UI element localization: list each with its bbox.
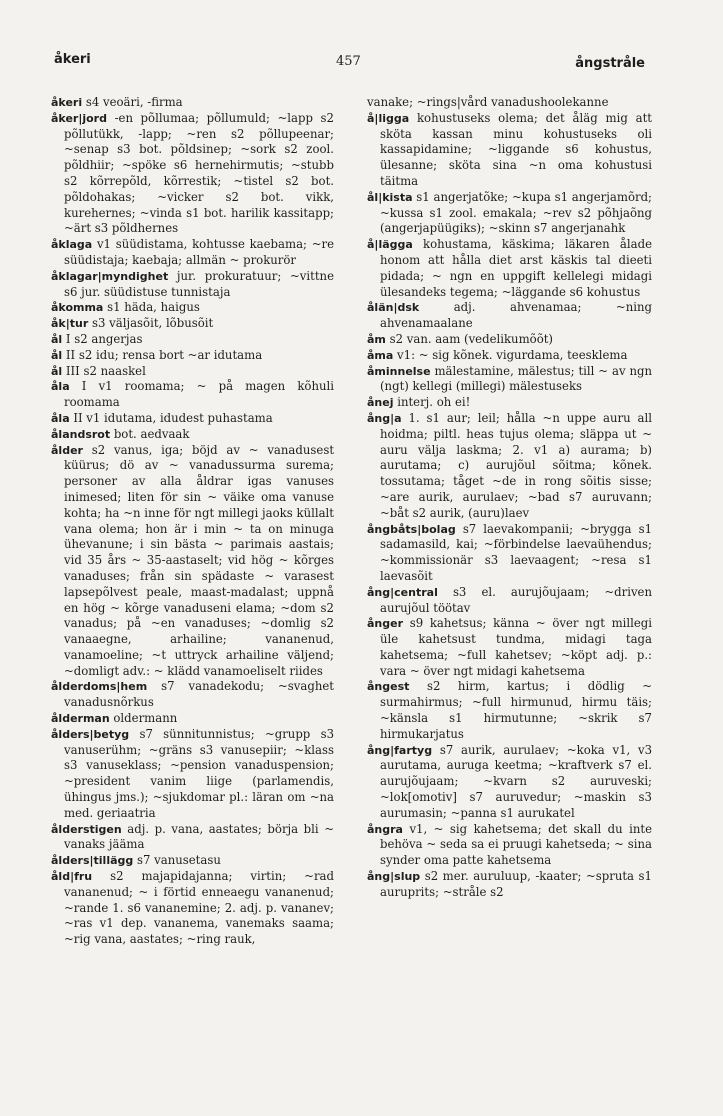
dictionary-entry: [51, 269, 334, 301]
headword: ål|kista: [367, 190, 413, 204]
dictionary-entry: [51, 411, 334, 427]
headword: åld|fru: [51, 870, 93, 884]
headword: ånej: [367, 396, 394, 410]
headword: åla: [51, 411, 70, 425]
definition: s9 kahetsus; känna ~ över ngt millegi üle kahetsust tundma, midagi taga kahetsema; ~full kahetsev; ~köpt adj. p.: vara ~ över ngt midagi kahetsema: [380, 616, 652, 678]
headword: ålders|betyg: [51, 727, 130, 741]
definition: s7 aurik, aurulaev; ~koka v1, v3 aurutama, auruga keetma; ~kraftverk s7 el. aurujõujaam; ~kvarn s2 auruveski; ~lok[omotiv] s7 auruvedur; ~maskin s3 aurumasin; ~panna s1 aurukatel: [380, 742, 653, 820]
definition: s2 hirm, kartus; i dödlig ~ surmahirmus; ~full hirmunud, hirmu täis; ~känsla s1 hirmutunne; ~skrik s7 hirmukarjatus: [380, 679, 652, 741]
definition: vanake; ~rings|vård vanadushoolekanne: [367, 95, 609, 109]
definition: s4 veoäri, -firma: [85, 95, 183, 109]
definition: kohustama, käskima; läkaren ålade honom att hålla diet arst käskis tal dieeti pidada; ~ ngn en uppgift kellelegi midagi ülesandeks tegema; ~läggande s6 kohustus: [380, 237, 652, 299]
dictionary-entry: [367, 190, 652, 237]
headword: ångra: [367, 822, 403, 836]
dictionary-entry: [367, 585, 652, 617]
left-guide-word: åkeri: [54, 52, 91, 67]
definition: s7 vanusetasu: [136, 853, 221, 868]
definition: s1 häda, haigus: [107, 300, 200, 315]
headword: ål: [51, 364, 63, 378]
dictionary-entry: [367, 95, 652, 111]
dictionary-entry: [367, 300, 652, 332]
headword: ålderman: [51, 712, 110, 726]
definition: v1 süüdistama, kohtusse kaebama; ~re süüdistaja; kaebaja; allmän ~ prokurör: [64, 237, 334, 267]
dictionary-entry: [51, 379, 334, 411]
headword: ål: [51, 348, 63, 362]
dictionary-entry: [367, 395, 652, 411]
headword: ång|slup: [367, 870, 421, 884]
headword: ålderstigen: [51, 822, 122, 836]
headword: ål: [51, 332, 63, 346]
headword: åm: [367, 332, 386, 346]
definition: II v1 idutama, idudest puhastama: [73, 410, 273, 425]
headword: ålderdoms|hem: [51, 680, 148, 694]
headword: åklagar|myndighet: [51, 269, 169, 283]
dictionary-entry: [367, 743, 652, 822]
definition: jur. prokuratuur; ~vittne s6 jur. süüdistuse tunnistaja: [64, 268, 334, 299]
definition: kohustuseks olema; det åläg mig att sköta kassan minu kohustuseks oli kassapidamine; ~liggande s6 kohustus, ülesanne; sköta sina ~n oma kohustusi täitma: [380, 110, 652, 188]
dictionary-entry: [51, 316, 334, 332]
headword: ång|fartyg: [367, 743, 433, 757]
definition: s2 mer. auruluup, -kaater; ~spruta s1 auruprits; ~stråle s2: [380, 869, 652, 899]
headword: ålders|tillägg: [51, 854, 134, 868]
definition: s7 laevakompanii; ~brygga s1 sadamasild, kai; ~förbindelse laevaühendus; ~kommissionär s3 laevaagent; ~resa s1 laevasõit: [380, 521, 653, 583]
dictionary-entry: [51, 300, 334, 316]
definition: adj. p. vana, aastates; börja bli ~ vanaks jääma: [64, 821, 334, 852]
dictionary-entry: [51, 427, 334, 443]
definition: s7 vanadekodu; ~svaghet vanadusnõrkus: [64, 679, 334, 710]
dictionary-entry: [51, 711, 334, 727]
dictionary-entry: [51, 111, 334, 237]
headword: åk|tur: [51, 317, 89, 331]
headword: ångbåts|bolag: [367, 522, 456, 536]
definition: s2 vanus, iga; böjd av ~ vanadusest küürus; dö av ~ vanadussurma surema; personer av alla åldrar igas vanuses inimesed; liten för sin ~ väike oma vanuse kohta; ha ~n inne för ngt millegi jaoks küllalt vana olema; hon är i min ~ ta on minuga ühevanune; i sin bästa ~ parimais aastais; vid 35 års ~ 35-aastaselt; vid hög ~ kõrges vanaduses; från sin spädaste ~ varasest lapsepõlvest peale, maast-madalast; uppnå en hög ~ kõrge vanaduseni elama; ~dom s2 vanadus; på ~en vanaduses; ~domlig s2 vanaaegne, arhailine; vananenud, vanamoeline; ~t uttryck arhailine väljend; ~domligt adv.: ~ klädd vanamoeliselt riides: [64, 442, 335, 678]
dictionary-entry: [367, 364, 652, 396]
definition: s3 el. aurujõujaam; ~driven aurujõul töötav: [380, 584, 652, 615]
headword: åker|jord: [51, 111, 107, 125]
dictionary-entry: [51, 348, 334, 364]
definition: -en põllumaa; põllumuld; ~lapp s2 põllutükk, -lapp; ~ren s2 põllupeenar; ~senap s3 bot. põldsinep; ~sork s2 zool. põldhiir; ~spöke s6 hernehirmutis; ~stubb s2 kõrrepõld, kõrrestik; ~tistel s2 bot. põldohakas; ~vicker s2 bot. vikk, kurehernes; ~vinda s1 bot. harilik kassitapp; ~ärt s3 põldhernes: [64, 110, 334, 236]
definition: I v1 roomama; ~ på magen kõhuli roomama: [64, 379, 335, 410]
headword: ångest: [367, 680, 410, 694]
dictionary-entry: [367, 869, 652, 901]
definition: v1, ~ sig kahetsema; det skall du inte behöva ~ seda sa ei pruugi kahetseda; ~ sina synder oma patte kahetsema: [380, 821, 653, 868]
dictionary-entry: [367, 348, 652, 364]
left-column: [51, 95, 334, 948]
dictionary-entry: [367, 679, 652, 742]
headword: åma: [367, 348, 394, 362]
definition: II s2 idu; rensa bort ~ar idutama: [65, 347, 263, 362]
definition: 1. s1 aur; leil; hålla ~n uppe auru all hoidma; piltl. heas tujus olema; släppa ut ~ auru välja laskma; 2. v1 a) aurama; b) aurutama; c) aurujõul sõitma; kõnek. tossutama; tåget ~de in rong sõitis sisse; ~are aurik, aurulaev; ~bad s7 auruvann; ~båt s2 aurik, (auru)laev: [380, 410, 652, 520]
dictionary-entry: [367, 522, 652, 585]
definition: s2 majapidajanna; virtin; ~rad vananenud; ~ i förtid enneaegu vananenud; ~rande 1. s6 vananemine; 2. adj. p. vananev; ~ras v1 dep. vananema, vanemaks saama; ~rig vana, aastates; ~ring rauk,: [64, 869, 334, 947]
definition: oldermann: [113, 711, 178, 726]
dictionary-entry: [51, 727, 334, 822]
headword: åkomma: [51, 301, 104, 315]
dictionary-entry: [51, 853, 334, 869]
definition: s7 sünnitunnistus; ~grupp s3 vanuserühm; ~gräns s3 vanusepiir; ~klass s3 vanuseklass; ~pension vanaduspension; ~president vanim liige (parlamendis, ühingus jms.); ~sjukdomar pl.: läran om ~na med. geriaatria: [64, 726, 335, 820]
dictionary-entry: [51, 237, 334, 269]
dictionary-entry: [51, 364, 334, 380]
definition: I s2 angerjas: [65, 331, 143, 346]
headword: åklaga: [51, 238, 93, 252]
running-header: [54, 52, 645, 76]
headword: ånger: [367, 617, 404, 631]
dictionary-entry: [51, 679, 334, 711]
dictionary-entry: [51, 822, 334, 854]
dictionary-entry: [51, 95, 334, 111]
dictionary-entry: [367, 411, 652, 522]
definition: bot. aedvaak: [113, 426, 190, 441]
definition: v1: ~ sig kõnek. vigurdama, teesklema: [397, 347, 628, 362]
headword: å|lägga: [367, 238, 413, 252]
dictionary-entry: [367, 616, 652, 679]
right-column: [367, 95, 652, 901]
headword: ålän|dsk: [367, 301, 420, 315]
definition: s2 van. aam (vedelikumõõt): [389, 331, 553, 346]
definition: III s2 naaskel: [65, 363, 146, 378]
headword: åminnelse: [367, 364, 431, 378]
definition: interj. oh ei!: [397, 395, 471, 410]
dictionary-entry: [367, 237, 652, 300]
definition: mälestamine, mälestus; till ~ av ngn (ngt) kellegi (millegi) mälestuseks: [380, 363, 652, 394]
headword: ålder: [51, 443, 83, 457]
dictionary-entry: [51, 443, 334, 680]
dictionary-entry: [51, 869, 334, 948]
dictionary-entry: [367, 822, 652, 869]
dictionary-entry: [367, 111, 652, 190]
headword: å|ligga: [367, 111, 410, 125]
right-guide-word: ångstråle: [575, 56, 645, 71]
headword: ålandsrot: [51, 427, 111, 441]
headword: ång|a: [367, 411, 402, 425]
headword: åkeri: [51, 96, 83, 109]
headword: åla: [51, 380, 70, 394]
definition: s1 angerjatõke; ~kupa s1 angerjamõrd; ~kussa s1 zool. emakala; ~rev s2 põhjaõng (angerjapüügiks); ~skinn s7 angerjanahk: [380, 189, 652, 236]
dictionary-entry: [367, 332, 652, 348]
dictionary-entry: [51, 332, 334, 348]
definition: adj. ahvenamaa; ~ning ahvenamaalane: [380, 300, 652, 331]
definition: s3 väljasõit, lõbusõit: [92, 316, 214, 331]
page-number: 457: [336, 54, 361, 69]
headword: ång|central: [367, 585, 438, 599]
